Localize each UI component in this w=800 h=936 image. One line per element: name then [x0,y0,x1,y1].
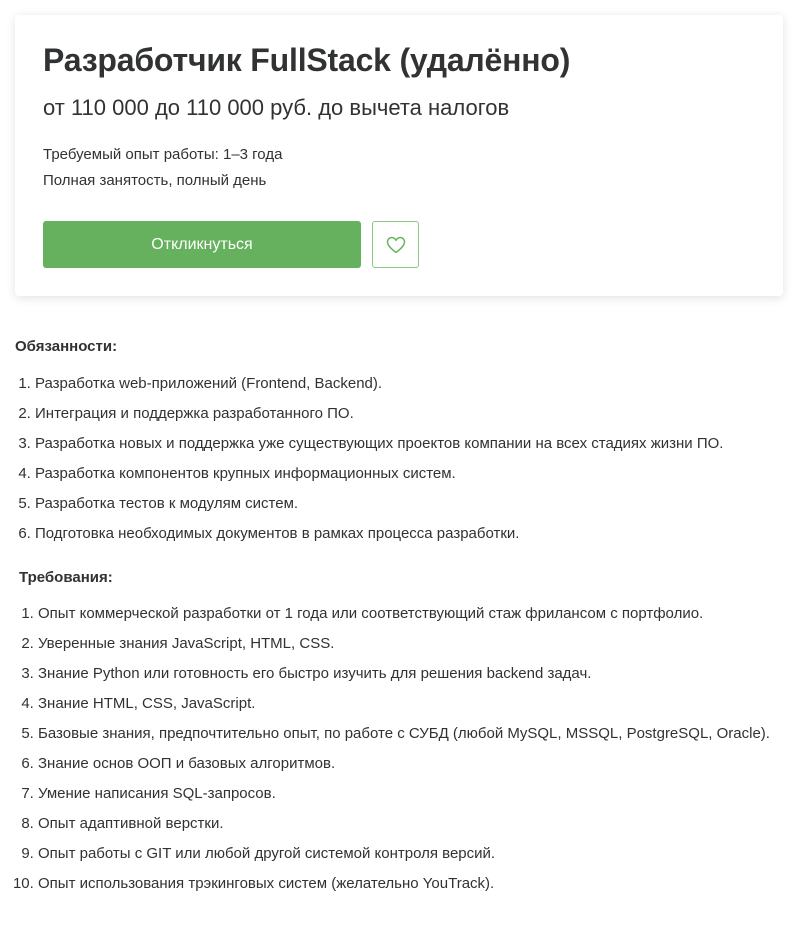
list-item: 5. Базовые знания, предпочтительно опыт, по работе с СУБД (любой MySQL, MSSQL, PostgreSQL, Oracle). [38,722,798,746]
list-item: 4. Знание HTML, CSS, JavaScript. [38,692,798,716]
requirements-list [3,602,798,902]
vacancy-title: Разработчик FullStack (удалённо) [43,42,571,78]
list-item: 6. Подготовка необходимых документов в рамках процесса разработки. [35,522,785,546]
list-item: 6. Знание основ ООП и базовых алгоритмов. [38,752,798,776]
apply-button[interactable]: Откликнуться [43,221,361,268]
list-item: 10. Опыт использования трэкинговых систем (желательно YouTrack). [38,872,798,896]
list-item: 8. Опыт адаптивной верстки. [38,812,798,836]
duties-list [0,372,785,552]
list-item: 2. Интеграция и поддержка разработанного ПО. [35,402,785,426]
vacancy-card [15,15,783,296]
list-item: 3. Разработка новых и поддержка уже существующих проектов компании на всех стадиях жизни ПО. [35,432,785,456]
list-item: 1. Опыт коммерческой разработки от 1 года или соответствующий стаж фрилансом с портфолио. [38,602,798,626]
heart-icon [386,236,406,254]
list-item: 4. Разработка компонентов крупных информационных систем. [35,462,785,486]
vacancy-salary: от 110 000 до 110 000 руб. до вычета налогов [43,95,510,120]
list-item: 3. Знание Python или готовность его быстро изучить для решения backend задач. [38,662,798,686]
list-item: 1. Разработка web-приложений (Frontend, Backend). [35,372,785,396]
employment-text: Полная занятость, полный день [43,172,267,189]
list-item: 5. Разработка тестов к модулям систем. [35,492,785,516]
favorite-button[interactable] [372,221,419,268]
duties-heading: Обязанности: [15,338,118,355]
experience-text: Требуемый опыт работы: 1–3 года [43,146,283,163]
list-item: 9. Опыт работы с GIT или любой другой системой контроля версий. [38,842,798,866]
list-item: 7. Умение написания SQL-запросов. [38,782,798,806]
list-item: 2. Уверенные знания JavaScript, HTML, CSS. [38,632,798,656]
requirements-heading: Требования: [19,569,113,586]
